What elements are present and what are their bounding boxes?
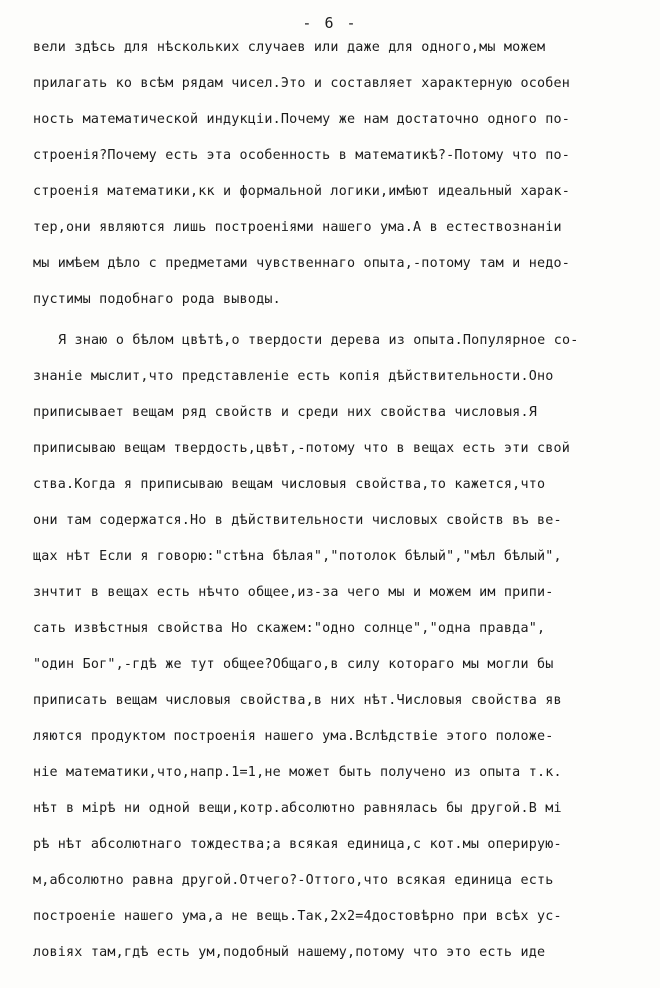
text-line: мы имѣем дѣло с предметами чувственнаго опыта,-потому там и недо-: [33, 256, 571, 271]
text-line: "один Бог",-гдѣ же тут общее?Общаго,в силу котораго мы могли бы: [33, 657, 554, 672]
text-line: ность математической индукціи.Почему же нам достаточно одного по-: [33, 112, 571, 127]
text-line: м,абсолютно равна другой.Отчего?-Оттого,что всякая единица есть: [33, 873, 554, 888]
text-line: приписываю вещам твердость,цвѣт,-потому что в вещах есть эти свой: [33, 441, 571, 456]
text-line: строенія?Почему есть эта особенность в математикѣ?-Потому что по-: [33, 148, 571, 163]
text-line: знаніе мыслит,что представленіе есть копія дѣйствительности.Оно: [33, 369, 554, 384]
text-line: пустимы подобнаго рода выводы.: [33, 292, 281, 307]
text-line: ства.Когда я приписываю вещам числовыя свойства,то кажется,что: [33, 477, 546, 492]
text-line: построеніе нашего ума,а не вещь.Так,2х2=4достовѣрно при всѣх ус-: [33, 909, 562, 924]
text-line: тер,они являются лишь построеніями нашего ума.А в естествознаніи: [33, 220, 562, 235]
text-line: ловіях там,гдѣ есть ум,подобный нашему,потому что это есть иде: [33, 945, 546, 960]
paragraph-first-line: Я знаю о бѣлом цвѣтѣ,о твердости дерева из опыта.Популярное со-: [58, 333, 579, 348]
text-line: приписывает вещам ряд свойств и среди них свойства числовыя.Я: [33, 405, 537, 420]
text-line: приписать вещам числовыя свойства,в них нѣт.Числовыя свойства яв: [33, 693, 562, 708]
text-line: прилагать ко всѣм рядам чисел.Это и составляет характерную особен: [33, 76, 571, 91]
text-line: нѣт в мірѣ ни одной вещи,котр.абсолютно равнялась бы другой.В мі: [33, 801, 562, 816]
text-line: щах нѣт Если я говорю:"стѣна бѣлая","потолок бѣлый","мѣл бѣлый",: [33, 549, 562, 564]
text-line: знчтит в вещах есть нѣчто общее,из-за чего мы и можем им припи-: [33, 585, 554, 600]
text-line: ляются продуктом построенія нашего ума.Вслѣдствіе этого положе-: [33, 729, 554, 744]
text-line: строенія математики,кк и формальной логики,имѣют идеальный харак-: [33, 184, 571, 199]
text-line: вели здѣсь для нѣскольких случаев или даже для одного,мы можем: [33, 40, 546, 55]
text-line: ніе математики,что,напр.1=1,не может быть получено из опыта т.к.: [33, 765, 562, 780]
text-line: они там содержатся.Но в дѣйствительности числовых свойств въ ве-: [33, 513, 562, 528]
page-number: - 6 -: [302, 14, 358, 32]
text-line: сать извѣстныя свойства Но скажем:"одно солнце","одна правда",: [33, 621, 546, 636]
text-line: рѣ нѣт абсолютнаго тождества;а всякая единица,с кот.мы оперирую-: [33, 837, 562, 852]
